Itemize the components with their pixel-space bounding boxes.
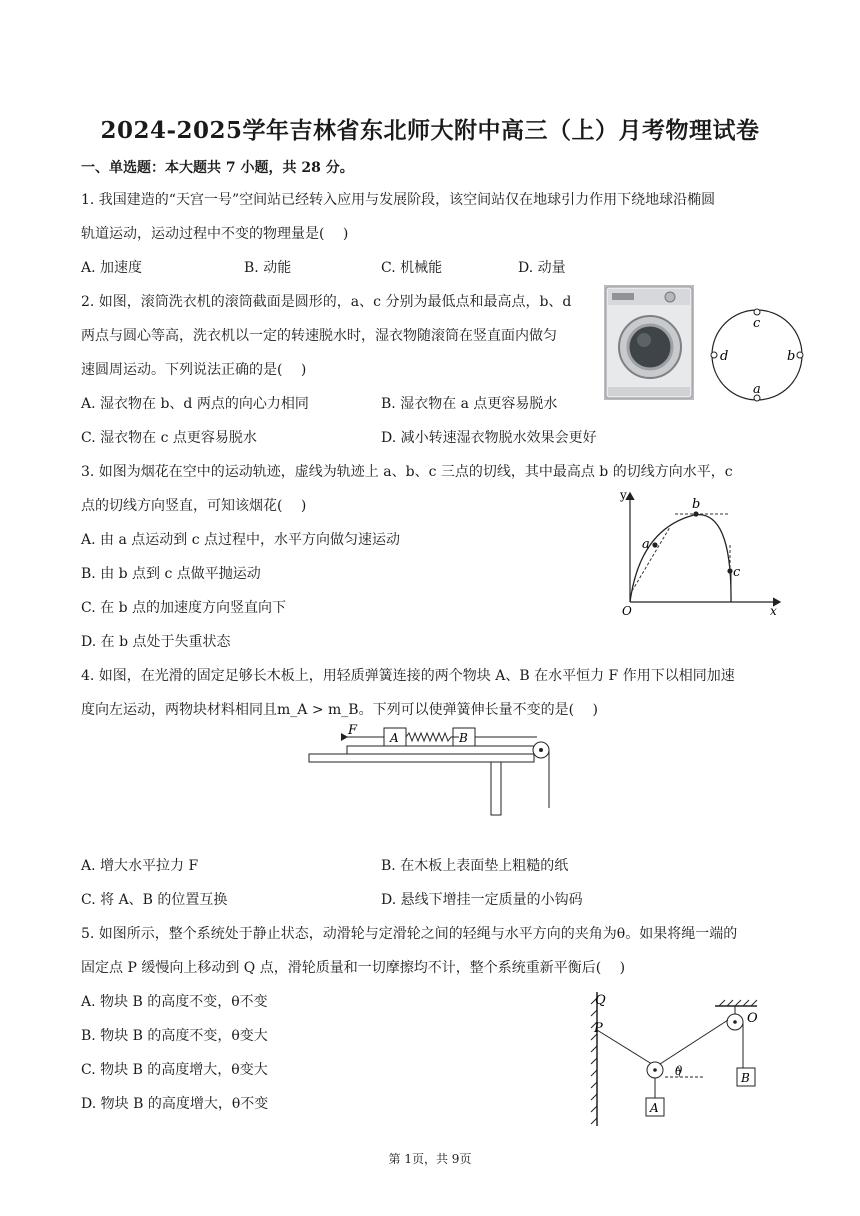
label-b: b	[787, 349, 796, 364]
q1-option-b: B. 动能	[244, 260, 292, 276]
q4-option-d: D. 悬线下增挂一定质量的小钩码	[381, 892, 583, 908]
q4-option-b: B. 在木板上表面垫上粗糙的纸	[381, 858, 569, 874]
q4-option-a: A. 增大水平拉力 F	[81, 858, 199, 874]
q3-stem-line1: 3. 如图为烟花在空中的运动轨迹，虚线为轨迹上 a、b、c 三点的切线，其中最高点 b 的切线方向水平，c	[81, 464, 733, 480]
q2-option-b: B. 湿衣物在 a 点更容易脱水	[381, 396, 558, 412]
pulley-diagram	[585, 988, 785, 1128]
q5-stem-line1: 5. 如图所示，整个系统处于静止状态，动滑轮与定滑轮之间的轻绳与水平方向的夹角为θ。如果将绳一端的	[81, 926, 738, 942]
label-p: P	[594, 1021, 603, 1036]
q2-option-a: A. 湿衣物在 b、d 两点的向心力相同	[81, 396, 309, 412]
q3-option-c: C. 在 b 点的加速度方向竖直向下	[81, 600, 286, 616]
q1-option-a: A. 加速度	[81, 260, 143, 276]
q5-stem-line2: 固定点 P 缓慢向上移动到 Q 点，滑轮质量和一切摩擦均不计，整个系统重新平衡后( )	[81, 960, 626, 976]
label-c: c	[753, 316, 761, 331]
label-q: Q	[595, 993, 606, 1008]
q2-option-d: D. 减小转速湿衣物脱水效果会更好	[381, 430, 597, 446]
label-x: x	[770, 604, 777, 617]
label-a: a	[753, 382, 761, 397]
page-title: 2024-2025学年吉林省东北师大附中高三（上）月考物理试卷	[100, 117, 760, 144]
q5-option-a: A. 物块 B 的高度不变，θ不变	[81, 994, 268, 1010]
label-d: d	[720, 349, 729, 364]
q2-stem-line1: 2. 如图，滚筒洗衣机的滚筒截面是圆形的，a、c 分别为最低点和最高点，b、d	[81, 294, 572, 310]
label-a: A	[650, 1101, 659, 1115]
q3-stem-line2: 点的切线方向竖直，可知该烟花( )	[81, 498, 307, 514]
q2-option-c: C. 湿衣物在 c 点更容易脱水	[81, 430, 257, 446]
page-footer: 第 1页，共 9页	[388, 1152, 472, 1166]
label-a: A	[390, 731, 399, 745]
label-o: O	[747, 1011, 758, 1026]
spring-block-diagram	[305, 720, 565, 820]
label-b: B	[741, 1071, 750, 1085]
label-b: B	[459, 731, 468, 745]
q3-option-a: A. 由 a 点运动到 c 点过程中，水平方向做匀速运动	[81, 532, 400, 548]
q4-stem-line1: 4. 如图，在光滑的固定足够长木板上，用轻质弹簧连接的两个物块 A、B 在水平恒力 F 作用下以相同加速	[81, 668, 735, 684]
q5-option-b: B. 物块 B 的高度不变，θ变大	[81, 1028, 268, 1044]
q1-stem-line2: 轨道运动，运动过程中不变的物理量是( )	[81, 226, 349, 242]
label-a: a	[642, 537, 650, 552]
q2-stem-line3: 速圆周运动。下列说法正确的是( )	[81, 362, 307, 378]
label-o: O	[622, 604, 632, 617]
q1-option-c: C. 机械能	[381, 260, 443, 276]
q4-option-c: C. 将 A、B 的位置互换	[81, 892, 228, 908]
q2-stem-line2: 两点与圆心等高，洗衣机以一定的转速脱水时，湿衣物随滚筒在竖直面内做匀	[81, 328, 557, 344]
trajectory-diagram	[618, 487, 788, 617]
label-b: b	[692, 497, 701, 512]
q4-stem-line2: 度向左运动，两物块材料相同且m_A > m_B。下列可以使弹簧伸长量不变的是( )	[81, 702, 598, 718]
q3-option-d: D. 在 b 点处于失重状态	[81, 634, 231, 650]
label-y: y	[620, 488, 627, 502]
q1-stem-line1: 1. 我国建造的“天宫一号”空间站已经转入应用与发展阶段，该空间站仅在地球引力作用下绕地球沿椭圆	[81, 192, 716, 208]
drum-diagram	[705, 285, 810, 410]
washing-machine-image	[604, 285, 694, 400]
label-f: F	[348, 723, 358, 738]
q5-option-c: C. 物块 B 的高度增大，θ变大	[81, 1062, 268, 1078]
label-theta: θ	[675, 1064, 683, 1078]
q1-option-d: D. 动量	[518, 260, 566, 276]
section-heading: 一、单选题：本大题共 7 小题，共 28 分。	[81, 160, 354, 176]
q3-option-b: B. 由 b 点到 c 点做平抛运动	[81, 566, 261, 582]
label-c: c	[733, 565, 741, 580]
q5-option-d: D. 物块 B 的高度增大，θ不变	[81, 1096, 269, 1112]
